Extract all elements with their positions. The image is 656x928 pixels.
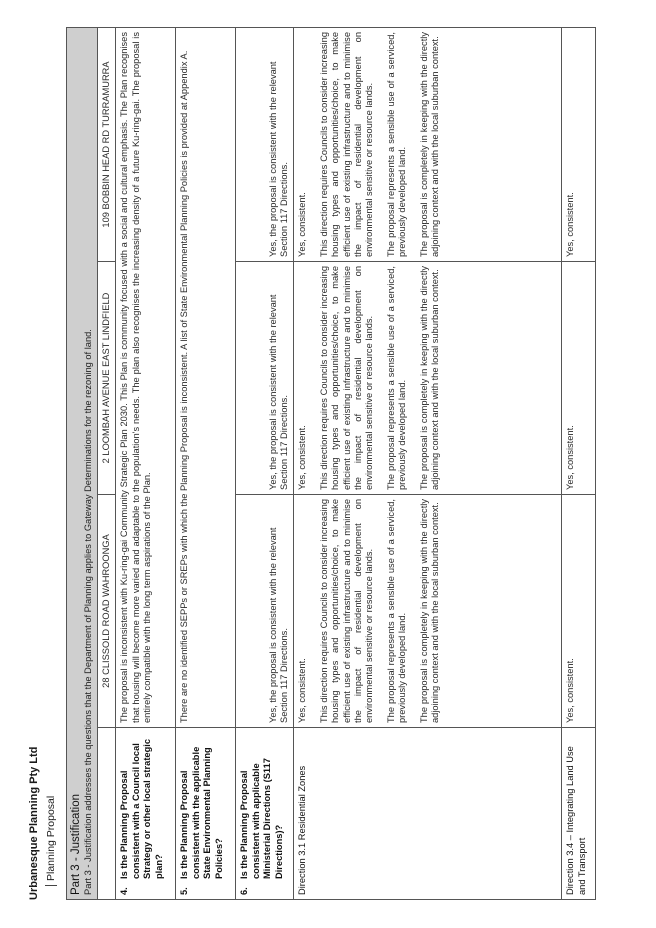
answer-cell: Yes, the proposal is consistent with the relevant Section 117 Directions. bbox=[236, 262, 294, 495]
answer-cell: Yes, consistent. bbox=[562, 495, 596, 728]
consistent-text: Yes, consistent. bbox=[297, 425, 308, 490]
paragraph: The proposal represents a sensible use of a serviced, previously developed land. bbox=[385, 266, 408, 490]
direction-cell bbox=[562, 728, 596, 900]
direction-cell bbox=[294, 728, 562, 900]
column-header-lindfield: 2 LOOMBAH AVENUE EAST LINDFIELD bbox=[98, 262, 116, 495]
question-number: 6. bbox=[239, 887, 250, 895]
table-row bbox=[116, 27, 176, 899]
answer-cell bbox=[294, 495, 562, 728]
answer-cell: Yes, the proposal is consistent with the relevant Section 117 Directions. bbox=[236, 27, 294, 261]
answer-cell: Yes, consistent. bbox=[562, 27, 596, 261]
question-number: 5. bbox=[179, 887, 190, 895]
answer-cell bbox=[294, 262, 562, 495]
part-title: Part 3 - Justification bbox=[70, 794, 82, 895]
consistent-text: Yes, consistent. bbox=[297, 658, 308, 723]
question-number: 4. bbox=[119, 887, 130, 895]
table-row bbox=[176, 27, 236, 899]
paragraph: This direction requires Councils to consider increasing housing types and opportunities/choice, to make efficient use of existing infrastructure and to minimise the impact of residential development on environmental sensitive or resource lands. bbox=[318, 499, 375, 723]
question-text: Is the Planning Proposal consistent with a Council local Strategy or other local strategic plan? bbox=[119, 738, 164, 879]
document-title: Planning Proposal bbox=[45, 796, 57, 886]
column-header-turramurra: 109 BOBBIN HEAD RD TURRAMURRA bbox=[98, 27, 116, 261]
column-header-wahroonga: 28 CLISSOLD ROAD WAHROONGA bbox=[98, 495, 116, 728]
paragraph: This direction requires Councils to consider increasing housing types and opportunities/choice, to make efficient use of existing infrastructure and to minimise the impact of residential development on environmental sensitive or resource lands. bbox=[318, 31, 375, 257]
part-header-cell bbox=[67, 27, 98, 899]
question-cell bbox=[116, 728, 176, 900]
paragraph: The proposal is completely in keeping with the directly adjoining context and with the local suburban context. bbox=[418, 266, 441, 490]
part-subtitle: Part 3 - Justification addresses the questions that the Department of Planning applies to Gateway Determinations for the rezoning of land. bbox=[83, 329, 93, 895]
answer-cell bbox=[294, 27, 562, 261]
table-row bbox=[236, 27, 294, 899]
justification-table bbox=[66, 27, 596, 900]
answer-cell: Yes, consistent. bbox=[562, 262, 596, 495]
question-cell bbox=[236, 728, 294, 900]
question-text: Is the Planning Proposal consistent with the applicable State Environmental Planning Policies? bbox=[179, 746, 224, 879]
company-name: Urbanesque Planning Pty Ltd bbox=[28, 746, 40, 900]
question-cell bbox=[176, 728, 236, 900]
paragraph: The proposal is completely in keeping with the directly adjoining context and with the local suburban context. bbox=[418, 31, 441, 257]
answer-cell-spanning: The proposal is inconsistent with Ku-ring-gai Community Strategic Plan 2030. This Plan is community focused with a social and cultural emphasis. The Plan recognises that housing will become more varied and adaptable to the population's needs. The plan also recognises the increasing density of a future Ku-ring-gai. The proposal is entirely compatible with the long term aspirations of the Plan. bbox=[116, 27, 176, 727]
answer-cell: Yes, the proposal is consistent with the relevant Section 117 Directions. bbox=[236, 495, 294, 728]
direction-label: Direction 3.4 – Integrating Land Use and Transport bbox=[565, 746, 587, 895]
table-row bbox=[294, 27, 562, 899]
paragraph: The proposal represents a sensible use of a serviced, previously developed land. bbox=[385, 31, 408, 257]
column-header-empty bbox=[98, 728, 116, 900]
question-text: Is the Planning Proposal consistent with applicable Ministerial Directions (S117 Directions)? bbox=[239, 758, 284, 879]
part-header-row bbox=[67, 27, 98, 899]
consistent-text: Yes, consistent. bbox=[297, 192, 308, 257]
paragraph: The proposal represents a sensible use of a serviced, previously developed land. bbox=[385, 499, 408, 723]
column-header-row bbox=[98, 27, 116, 899]
direction-label: Direction 3.1 Residential Zones bbox=[297, 765, 308, 895]
justification-table-wrapper bbox=[66, 28, 596, 900]
table-row bbox=[562, 27, 596, 899]
rotated-page bbox=[28, 28, 640, 900]
answer-cell-spanning: There are no identified SEPPs or SREPs with which the Planning Proposal is inconsistent. A list of State Environmental Planning Policies is provided at Appendix A. bbox=[176, 27, 236, 727]
paragraph: This direction requires Councils to consider increasing housing types and opportunities/choice, to make efficient use of existing infrastructure and to minimise the impact of residential development on environmental sensitive or resource lands. bbox=[318, 266, 375, 490]
paragraph: The proposal is completely in keeping with the directly adjoining context and with the local suburban context. bbox=[418, 499, 441, 723]
